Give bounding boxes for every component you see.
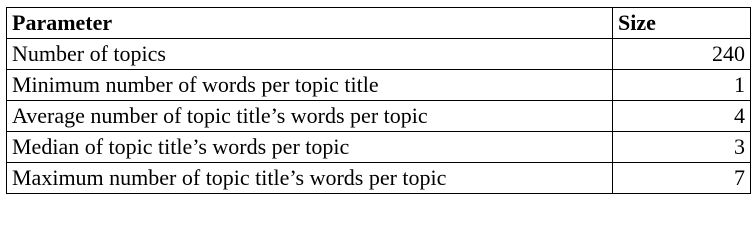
table-row — [7, 70, 751, 101]
header-parameter: Parameter — [7, 8, 613, 39]
table-row — [7, 39, 751, 70]
size-cell: 7 — [613, 163, 751, 194]
parameter-cell: Median of topic title’s words per topic — [7, 132, 613, 163]
parameter-cell: Number of topics — [7, 39, 613, 70]
table-row — [7, 101, 751, 132]
parameter-cell: Maximum number of topic title’s words per topic — [7, 163, 613, 194]
parameters-table — [6, 7, 751, 194]
size-cell: 3 — [613, 132, 751, 163]
parameter-cell: Average number of topic title’s words per topic — [7, 101, 613, 132]
parameter-cell: Minimum number of words per topic title — [7, 70, 613, 101]
size-cell: 4 — [613, 101, 751, 132]
size-cell: 1 — [613, 70, 751, 101]
table-row — [7, 132, 751, 163]
table-body — [7, 39, 751, 194]
header-size: Size — [613, 8, 751, 39]
table-header — [7, 8, 751, 39]
header-row — [7, 8, 751, 39]
size-cell: 240 — [613, 39, 751, 70]
parameters-table-container — [6, 7, 750, 194]
table-row — [7, 163, 751, 194]
